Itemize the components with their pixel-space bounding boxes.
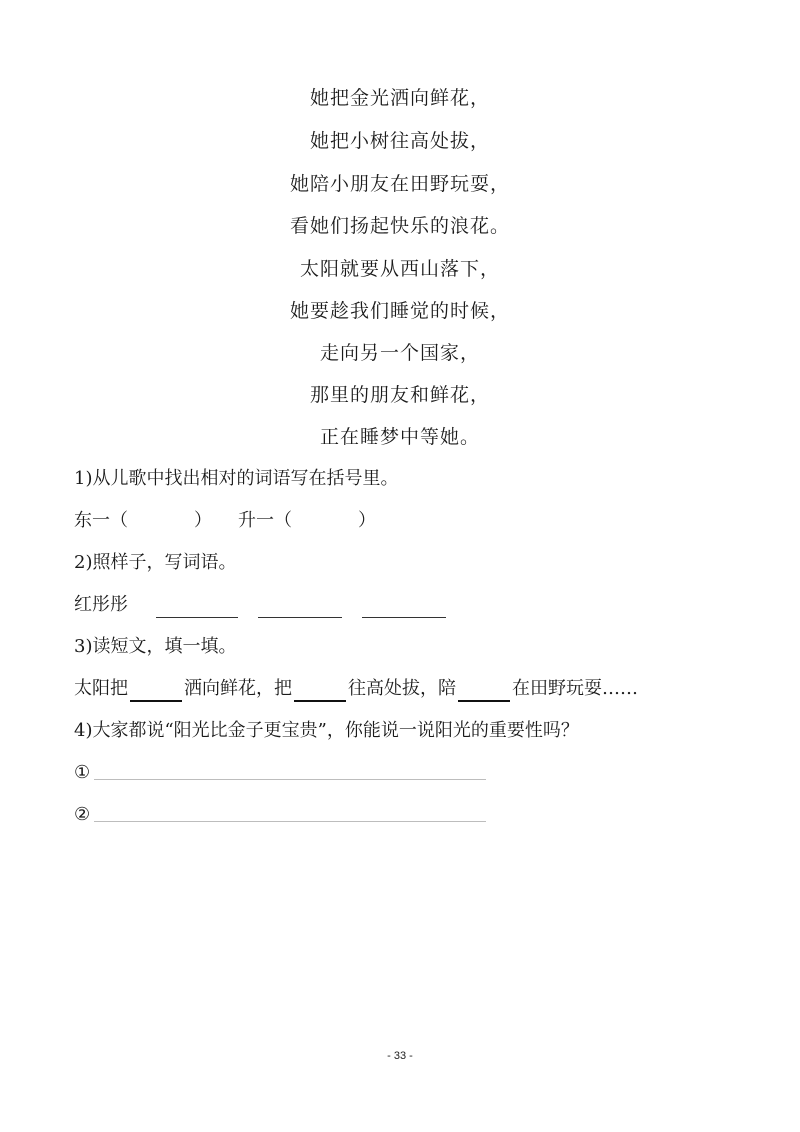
poem-line: 太阳就要从西山落下， [299, 258, 500, 280]
word-blank-1[interactable] [156, 599, 238, 618]
poem-line: 看她们扬起快乐的浪花。 [289, 215, 510, 237]
question-3-prompt: 3)读短文，填一填。 [74, 636, 237, 657]
example-word: 红彤彤 [74, 594, 128, 615]
answer-label-2: ② [74, 804, 91, 825]
answer-line-1[interactable] [94, 779, 486, 780]
answer-label-1: ① [74, 762, 91, 783]
antonym-word-1: 东一（ [74, 510, 128, 531]
poem-line: 走向另一个国家， [319, 342, 480, 364]
sentence-part-3: 往高处拔，陪 [348, 678, 456, 699]
poem-line: 那里的朋友和鲜花， [309, 384, 490, 406]
word-blank-2[interactable] [258, 599, 342, 618]
page-number: - 33 - [387, 1050, 413, 1062]
sentence-part-2: 洒向鲜花，把 [184, 678, 292, 699]
sentence-part-1: 太阳把 [74, 678, 128, 699]
fill-blank-1[interactable] [130, 680, 182, 702]
antonym-word-2: 升一（ [238, 510, 292, 531]
poem-line: 她把小树往高处拔， [309, 130, 490, 152]
poem-line: 她要趁我们睡觉的时候， [289, 300, 510, 322]
question-1-prompt: 1)从儿歌中找出相对的词语写在括号里。 [74, 468, 399, 489]
answer-line-2[interactable] [94, 821, 486, 822]
question-4-prompt: 4)大家都说“阳光比金子更宝贵”，你能说一说阳光的重要性吗？ [74, 720, 579, 741]
fill-blank-3[interactable] [458, 680, 510, 702]
word-blank-3[interactable] [362, 599, 446, 618]
question-2-items [74, 592, 446, 618]
question-1-items [74, 508, 376, 534]
antonym-close-2: ） [358, 510, 376, 531]
poem-line: 正在睡梦中等她。 [319, 426, 480, 448]
fill-blank-2[interactable] [294, 680, 346, 702]
antonym-close-1: ） [194, 510, 212, 531]
poem-line: 她把金光洒向鲜花， [309, 87, 490, 109]
question-3-sentence [74, 676, 638, 702]
question-2-prompt: 2)照样子，写词语。 [74, 552, 237, 573]
sentence-part-4: 在田野玩耍…… [512, 678, 638, 699]
poem-line: 她陪小朋友在田野玩耍， [289, 173, 510, 195]
